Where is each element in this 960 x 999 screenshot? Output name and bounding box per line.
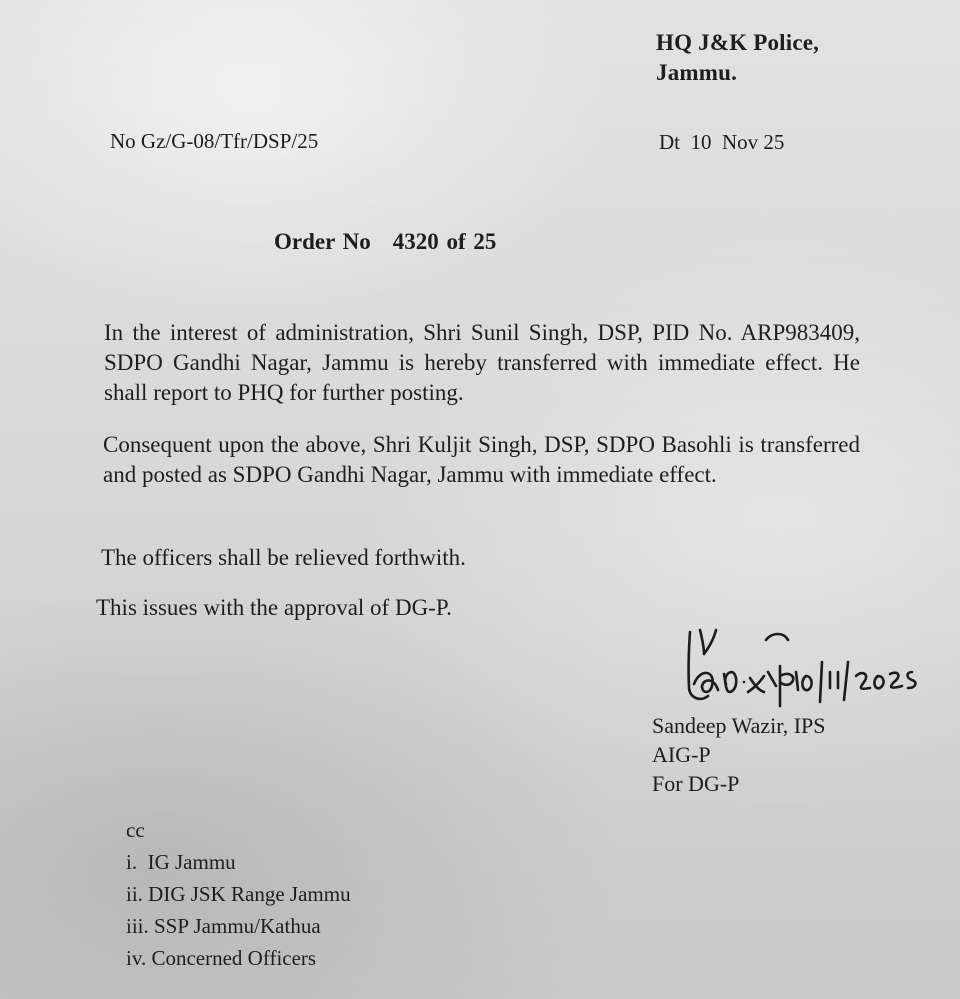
copy-to-item: iii. SSP Jammu/Kathua [126,914,321,938]
copy-to-block [126,814,351,974]
body-line-approval: This issues with the approval of DG-P. [96,595,452,620]
handwritten-signature [680,626,930,708]
signatory-for-line: For DG-P [652,771,740,796]
body-paragraph-2: Consequent upon the above, Shri Kuljit Singh, DSP, SDPO Basohli is transferred and posted as SDPO Gandhi Nagar, Jammu with immediate effect. [103,432,860,487]
order-date: Dt 10 Nov 25 [659,130,785,154]
copy-to-item: ii. DIG JSK Range Jammu [126,882,351,906]
order-title [274,229,496,255]
copy-to-item: i. IG Jammu [126,850,236,874]
reference-number: No Gz/G-08/Tfr/DSP/25 [110,129,319,153]
office-line-2: Jammu. [656,60,738,85]
office-address [656,28,819,88]
office-line-1: HQ J&K Police, [656,30,820,55]
copy-to-heading: cc [126,818,145,842]
signatory-block [652,711,826,798]
order-label: Order No [274,229,371,254]
body-paragraph-1: In the interest of administration, Shri Sunil Singh, DSP, PID No. ARP983409, SDPO Gandhi Nagar, Jammu is hereby transferred with immediate effect. He shall report to PHQ for further posting. [104,320,860,405]
signatory-name: Sandeep Wazir, IPS [652,713,826,738]
signatory-designation: AIG-P [652,742,711,767]
copy-to-item: iv. Concerned Officers [126,946,317,970]
body-line-relieved: The officers shall be relieved forthwith. [101,545,466,570]
order-number: 4320 of 25 [392,229,497,254]
